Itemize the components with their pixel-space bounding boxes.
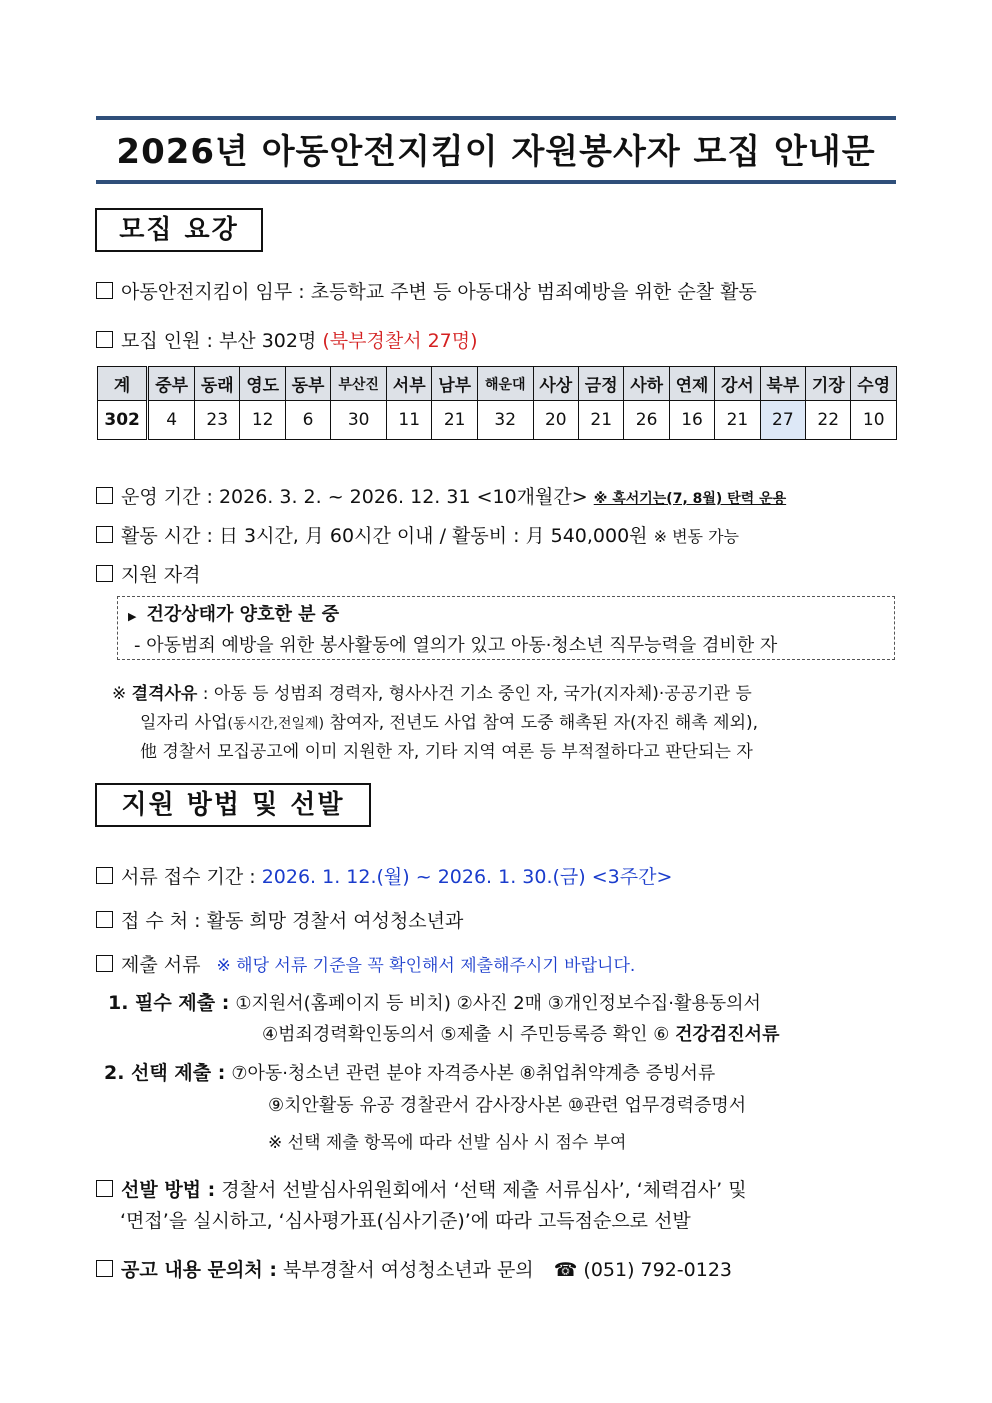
disqualification-text2a: 일자리 사업 [140, 713, 228, 733]
apply-period-label: 서류 접수 기간 : [121, 866, 256, 888]
table-cell: 20 [533, 401, 578, 440]
table-header-cell: 수영 [851, 367, 897, 401]
table-header-cell: 서부 [387, 367, 432, 401]
selection-label: 선발 방법 : [121, 1179, 216, 1201]
table-row [98, 401, 897, 440]
hours-note: ※ 변동 가능 [653, 527, 739, 546]
table-cell: 12 [240, 401, 285, 440]
table-header-cell: 남부 [432, 367, 477, 401]
table-cell-total: 302 [98, 401, 148, 440]
optional-note: ※ 선택 제출 항목에 따라 선발 심사 시 점수 부여 [268, 1133, 627, 1153]
required-label: 1. 필수 제출 : [108, 992, 230, 1014]
section-heading-recruitment: 모집 요강 [95, 208, 263, 252]
disqualification-text3a: 他 [140, 742, 157, 762]
period-label: 운영 기간 : [121, 486, 213, 508]
reference-mark: ※ [112, 684, 127, 704]
table-header-cell: 동래 [195, 367, 240, 401]
table-header-cell: 강서 [715, 367, 760, 401]
optional-line1 [104, 1058, 715, 1085]
required-text1: ①지원서(홈페이지 등 비치) ②사진 2매 ③개인정보수집·활용동의서 [235, 993, 761, 1014]
required-line2 [262, 1020, 779, 1046]
required-line1 [108, 988, 761, 1015]
recruit-label: 모집 인원 : [121, 330, 213, 352]
documents-label: 제출 서류 [121, 954, 201, 976]
period-line [96, 482, 786, 509]
checkbox-icon [96, 911, 113, 928]
table-header-cell: 영도 [240, 367, 285, 401]
optional-label: 2. 선택 제출 : [104, 1062, 226, 1084]
optional-text1: ⑦아동·청소년 관련 분야 자격증사본 ⑧취업취약계층 증빙서류 [231, 1063, 716, 1084]
qualification-label: 지원 자격 [121, 564, 201, 586]
table-header-cell: 북부 [760, 367, 805, 401]
table-cell: 30 [331, 401, 387, 440]
documents-note: ※ 해당 서류 기준을 꼭 확인해서 제출해주시기 바랍니다. [216, 956, 636, 976]
contact-label: 공고 내용 문의처 : [121, 1259, 277, 1281]
contact-phone: ☎ (051) 792-0123 [553, 1259, 733, 1281]
documents-line [96, 950, 635, 977]
checkbox-icon [96, 487, 113, 504]
qualification-line1 [128, 600, 339, 626]
disqualification-text3b: 경찰서 모집공고에 이미 지원한 자, 기타 지역 여론 등 부적절하다고 판단되는 자 [157, 742, 753, 762]
period-text: 2026. 3. 2. ~ 2026. 12. 31 <10개월간> [218, 486, 588, 508]
disqualification-line1 [112, 679, 752, 704]
reception-line [96, 906, 463, 933]
reception-label: 접 수 처 : [121, 910, 201, 932]
contact-text: 북부경찰서 여성청소년과 문의 [282, 1259, 534, 1281]
table-cell: 22 [806, 401, 851, 440]
reception-text: 활동 희망 경찰서 여성청소년과 [206, 910, 464, 932]
table-header-cell: 부산진 [331, 367, 387, 401]
table-cell: 32 [477, 401, 533, 440]
required-text2a: ④범죄경력확인동의서 ⑤제출 시 주민등록증 확인 ⑥ [262, 1024, 670, 1045]
checkbox-icon [96, 955, 113, 972]
table-header-cell: 해운대 [477, 367, 533, 401]
period-note: ※ 혹서기는(7, 8월) 탄력 운용 [593, 491, 787, 507]
station-quota-table [97, 366, 897, 440]
table-header-cell: 연제 [669, 367, 714, 401]
triangle-bullet-icon: ▶ [128, 610, 137, 623]
page-title: 2026년 아동안전지킴이 자원봉사자 모집 안내문 [116, 132, 876, 172]
disqualification-text1: : 아동 등 성범죄 경력자, 형사사건 기소 중인 자, 국가(지자체)·공공기관 등 [202, 684, 752, 704]
duty-line [96, 277, 757, 304]
apply-period-line [96, 862, 672, 889]
recruit-highlight: (북부경찰서 27명) [322, 330, 478, 352]
table-cell: 6 [285, 401, 330, 440]
checkbox-icon [96, 282, 113, 299]
table-header-cell: 동부 [285, 367, 330, 401]
table-cell: 23 [195, 401, 240, 440]
table-cell-highlight: 27 [760, 401, 805, 440]
checkbox-icon [96, 526, 113, 543]
table-header-cell: 계 [98, 367, 148, 401]
table-cell: 10 [851, 401, 897, 440]
hours-label: 활동 시간 : [121, 525, 213, 547]
disqualification-text2b: (동시간,전일제) [227, 716, 325, 732]
table-cell: 21 [432, 401, 477, 440]
apply-period-text: 2026. 1. 12.(월) ~ 2026. 1. 30.(금) <3주간> [261, 866, 673, 888]
table-cell: 26 [624, 401, 669, 440]
title-top-rule [96, 116, 896, 120]
table-header-cell: 중부 [148, 367, 195, 401]
selection-text1: 경찰서 선발심사위원회에서 ‘선택 제출 서류심사’, ‘체력검사’ 및 [221, 1179, 747, 1201]
qualification-line1-text: 건강상태가 양호한 분 중 [146, 604, 340, 625]
disqualification-label: 결격사유 [131, 684, 198, 704]
table-cell: 11 [387, 401, 432, 440]
duty-label: 아동안전지킴이 임무 : [121, 281, 305, 303]
section-heading-application: 지원 방법 및 선발 [95, 783, 371, 827]
checkbox-icon [96, 867, 113, 884]
recruit-line [96, 326, 478, 353]
optional-line2: ⑨치안활동 유공 경찰관서 감사장사본 ⑩관련 업무경력증명서 [268, 1095, 747, 1116]
disqualification-line3 [140, 737, 753, 762]
table-header-cell: 사상 [533, 367, 578, 401]
disqualification-text2c: 참여자, 전년도 사업 참여 도중 해촉된 자(자진 해촉 제외), [324, 713, 759, 733]
duty-text: 초등학교 주변 등 아동대상 범죄예방을 위한 순찰 활동 [310, 281, 757, 303]
table-cell: 21 [579, 401, 624, 440]
recruit-text: 부산 302명 [218, 330, 317, 352]
table-header-row [98, 367, 897, 401]
table-cell: 4 [148, 401, 195, 440]
table-cell: 16 [669, 401, 714, 440]
contact-line [96, 1255, 732, 1282]
required-text2b: 건강검진서류 [675, 1024, 780, 1045]
checkbox-icon [96, 331, 113, 348]
table-header-cell: 사하 [624, 367, 669, 401]
qualification-heading [96, 560, 200, 587]
table-header-cell: 금정 [579, 367, 624, 401]
hours-text: 日 3시간, 月 60시간 이내 / 활동비 : 月 540,000원 [218, 525, 648, 547]
hours-line [96, 521, 739, 548]
selection-line2: ‘면접’을 실시하고, ‘심사평가표(심사기준)’에 따라 고득점순으로 선발 [120, 1210, 691, 1232]
table-header-cell: 기장 [806, 367, 851, 401]
checkbox-icon [96, 1260, 113, 1277]
table-cell: 21 [715, 401, 760, 440]
checkbox-icon [96, 565, 113, 582]
title-bottom-rule [96, 180, 896, 184]
qualification-line2: - 아동범죄 예방을 위한 봉사활동에 열의가 있고 아동·청소년 직무능력을 겸비한 자 [134, 635, 778, 656]
checkbox-icon [96, 1180, 113, 1197]
selection-line1 [96, 1175, 747, 1202]
disqualification-line2 [140, 708, 758, 733]
